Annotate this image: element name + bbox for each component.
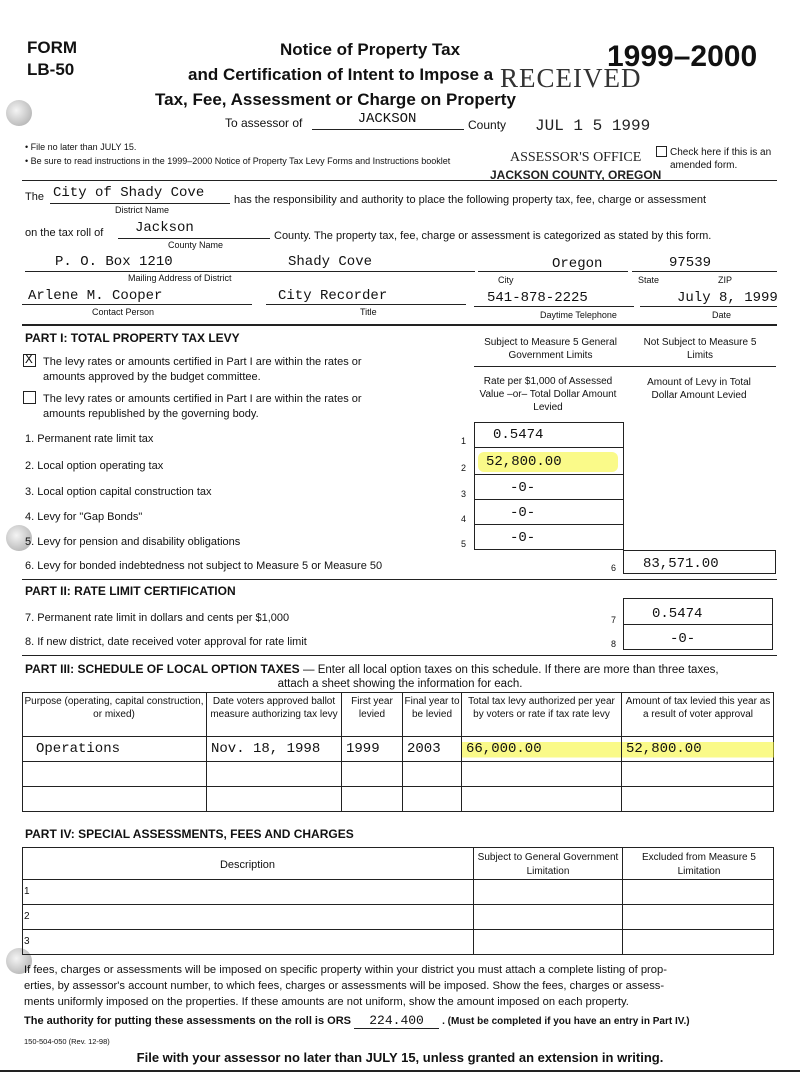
part3-cell[interactable]: 52,800.00 bbox=[622, 737, 774, 762]
mailing-address-value[interactable]: P. O. Box 1210 bbox=[55, 254, 173, 270]
contact-person-value[interactable]: Arlene M. Cooper bbox=[28, 288, 163, 304]
part3-cell[interactable]: 66,000.00 bbox=[462, 737, 622, 762]
part3-cell[interactable] bbox=[622, 787, 774, 812]
part4-footnote-1: If fees, charges or assessments will be imposed on specific property within your district you must attach a complete listing of prop- bbox=[24, 964, 667, 976]
part1-line-num: 5 bbox=[461, 539, 467, 549]
footer-file-note: File with your assessor no later than JULY 15, unless granted an extension in writing. bbox=[136, 1050, 664, 1065]
part3-col-header: Date voters approved ballot measure authorizing tax levy bbox=[207, 692, 342, 737]
part3-col-header: Final year to be levied bbox=[403, 692, 462, 737]
part1-line-value[interactable]: -0- bbox=[510, 530, 536, 546]
county-label: County bbox=[468, 118, 507, 132]
line8-num: 8 bbox=[611, 639, 617, 649]
part3-cell[interactable] bbox=[342, 762, 403, 787]
part1-col2-sub: Amount of Levy in Total Dollar Amount Levied bbox=[647, 377, 751, 401]
line7-label: 7. Permanent rate limit in dollars and cents per $1,000 bbox=[25, 612, 290, 624]
city-label: City bbox=[498, 275, 514, 285]
part3-col-header: First year levied bbox=[342, 692, 403, 737]
part3-heading-line bbox=[25, 662, 719, 676]
to-assessor-label: To assessor of bbox=[225, 116, 303, 130]
authority-note: . (Must be completed if you have an entry in Part IV.) bbox=[442, 1016, 690, 1027]
district-name-label: District Name bbox=[115, 205, 170, 215]
received-stamp: RECEIVED bbox=[500, 63, 642, 93]
city-value[interactable]: Shady Cove bbox=[288, 254, 373, 270]
part1-line-label: 2. Local option operating tax bbox=[25, 460, 164, 472]
form-number: LB-50 bbox=[27, 60, 75, 79]
governing-body-checkbox[interactable] bbox=[23, 391, 36, 404]
part4-row-3: 3 bbox=[24, 936, 30, 947]
part1-line-value[interactable]: -0- bbox=[510, 505, 536, 521]
tax-roll-label: on the tax roll of bbox=[25, 227, 104, 239]
governing-body-text: The levy rates or amounts certified in Part I are within the rates or amounts republished by the governing body. bbox=[43, 393, 362, 420]
part1-col1-sub: Rate per $1,000 of Assessed Value –or– Total Dollar Amount Levied bbox=[479, 376, 617, 413]
amended-checkbox[interactable] bbox=[656, 146, 667, 157]
part3-cell[interactable] bbox=[462, 787, 622, 812]
note-file-by: • File no later than JULY 15. bbox=[25, 142, 137, 152]
part3-heading: PART III: SCHEDULE OF LOCAL OPTION TAXES bbox=[25, 662, 300, 676]
part4-heading: PART IV: SPECIAL ASSESSMENTS, FEES AND CHARGES bbox=[25, 827, 354, 841]
county-name-label: County Name bbox=[168, 240, 224, 250]
part1-line-value[interactable]: 52,800.00 bbox=[486, 454, 562, 470]
part4-footnote-3: ments uniformly imposed on the properties. If these amounts are not uniform, show the amount imposed on each property. bbox=[24, 996, 629, 1008]
part3-cell[interactable]: 2003 bbox=[403, 737, 462, 762]
part1-line-value[interactable]: 0.5474 bbox=[493, 427, 544, 443]
date-value[interactable]: July 8, 1999 bbox=[677, 290, 778, 306]
note-instructions: • Be sure to read instructions in the 1999–2000 Notice of Property Tax Levy Forms and Instructions booklet bbox=[25, 156, 451, 166]
line8-value[interactable]: -0- bbox=[670, 631, 696, 647]
part3-col-header: Amount of tax levied this year as a result of voter approval bbox=[622, 692, 774, 737]
part1-line-label: 1. Permanent rate limit tax bbox=[25, 433, 154, 445]
part3-cell[interactable]: Nov. 18, 1998 bbox=[207, 737, 342, 762]
part3-heading-rest2: attach a sheet showing the information for each. bbox=[277, 678, 523, 690]
form-code: 150-504-050 (Rev. 12-98) bbox=[24, 1037, 110, 1046]
amended-label: Check here if this is an amended form. bbox=[670, 147, 772, 171]
part2-heading: PART II: RATE LIMIT CERTIFICATION bbox=[25, 584, 236, 598]
part1-line-label: 3. Local option capital construction tax bbox=[25, 486, 212, 498]
district-name-value[interactable]: City of Shady Cove bbox=[53, 185, 205, 201]
categorized-text: County. The property tax, fee, charge or assessment is categorized as stated by this form. bbox=[274, 230, 712, 242]
state-label: State bbox=[638, 275, 660, 285]
part4-row-1: 1 bbox=[24, 886, 30, 897]
part4-row-2: 2 bbox=[24, 911, 30, 922]
part3-col-header: Total tax levy authorized per year by voters or rate if tax rate levy bbox=[462, 692, 622, 737]
stamp-date: JUL 1 5 1999 bbox=[535, 117, 651, 135]
part3-cell[interactable] bbox=[22, 787, 207, 812]
part1-line-label: 5. Levy for pension and disability obligations bbox=[25, 536, 241, 548]
part3-cell[interactable] bbox=[22, 762, 207, 787]
stamp-county: JACKSON COUNTY, OREGON bbox=[490, 168, 662, 182]
part1-line-num: 1 bbox=[461, 436, 467, 446]
form-title-2: and Certification of Intent to Impose a bbox=[188, 65, 494, 84]
line6-label: 6. Levy for bonded indebtedness not subject to Measure 5 or Measure 50 bbox=[25, 560, 383, 572]
authority-label: The authority for putting these assessments on the roll is ORS bbox=[24, 1015, 351, 1027]
responsibility-text: has the responsibility and authority to place the following property tax, fee, charge or assessment bbox=[234, 194, 707, 206]
mailing-address-label: Mailing Address of District bbox=[128, 273, 232, 283]
part1-col2-heading: Not Subject to Measure 5 Limits bbox=[643, 337, 757, 361]
part4-col-excluded: Excluded from Measure 5 Limitation bbox=[642, 852, 756, 877]
state-value[interactable]: Oregon bbox=[552, 256, 603, 272]
zip-label: ZIP bbox=[718, 275, 733, 285]
part1-line-label: 4. Levy for "Gap Bonds" bbox=[25, 511, 143, 523]
part3-cell[interactable] bbox=[622, 762, 774, 787]
line7-value[interactable]: 0.5474 bbox=[652, 606, 703, 622]
title-value[interactable]: City Recorder bbox=[278, 288, 388, 304]
part4-col-subject: Subject to General Government Limitation bbox=[477, 852, 619, 877]
phone-value[interactable]: 541-878-2225 bbox=[487, 290, 588, 306]
contact-person-label: Contact Person bbox=[92, 307, 155, 317]
line8-label: 8. If new district, date received voter approval for rate limit bbox=[25, 636, 307, 648]
part3-cell[interactable] bbox=[342, 787, 403, 812]
assessor-county-value: JACKSON bbox=[357, 111, 417, 127]
part3-cell[interactable] bbox=[207, 762, 342, 787]
form-year: 1999–2000 bbox=[607, 40, 758, 73]
budget-committee-text: The levy rates or amounts certified in Part I are within the rates or amounts approved by the budget committee. bbox=[43, 356, 362, 383]
part4-footnote-2: erties, by assessor's account number, to which fees, charges or assessments will be imposed. Show the fees, charges or assess- bbox=[24, 980, 665, 992]
punch-hole bbox=[6, 100, 32, 126]
form-label: FORM bbox=[27, 38, 78, 57]
ors-value[interactable]: 224.400 bbox=[354, 1013, 439, 1029]
part1-line-num: 2 bbox=[461, 463, 467, 473]
part3-cell[interactable] bbox=[403, 787, 462, 812]
part3-cell[interactable]: Operations bbox=[22, 737, 207, 762]
form-title-3: Tax, Fee, Assessment or Charge on Property bbox=[155, 90, 516, 109]
part3-cell[interactable] bbox=[462, 762, 622, 787]
line7-num: 7 bbox=[611, 615, 617, 625]
part1-line-value[interactable]: -0- bbox=[510, 480, 536, 496]
part1-heading: PART I: TOTAL PROPERTY TAX LEVY bbox=[25, 331, 240, 345]
stamp-office: ASSESSOR'S OFFICE bbox=[510, 150, 642, 165]
the-label: The bbox=[25, 191, 44, 203]
part3-col-header: Purpose (operating, capital construction, or mixed) bbox=[22, 692, 207, 737]
part1-line-num: 3 bbox=[461, 489, 467, 499]
title-label: Title bbox=[360, 307, 377, 317]
line6-num: 6 bbox=[611, 563, 617, 573]
part3-cell[interactable] bbox=[207, 787, 342, 812]
part3-cell[interactable]: 1999 bbox=[342, 737, 403, 762]
zip-value[interactable]: 97539 bbox=[669, 255, 712, 271]
date-label: Date bbox=[712, 310, 732, 320]
form-title-1: Notice of Property Tax bbox=[279, 40, 461, 59]
phone-label: Daytime Telephone bbox=[540, 310, 617, 320]
county-name-value[interactable]: Jackson bbox=[135, 220, 194, 236]
budget-committee-check-mark: X bbox=[25, 352, 33, 367]
part3-heading-rest: — Enter all local option taxes on this schedule. If there are more than three taxes, bbox=[303, 664, 719, 676]
part1-line-num: 4 bbox=[461, 514, 467, 524]
part1-col1-heading: Subject to Measure 5 General Government Limits bbox=[484, 337, 617, 361]
part3-cell[interactable] bbox=[403, 762, 462, 787]
part4-col-desc: Description bbox=[219, 859, 276, 871]
line6-value[interactable]: 83,571.00 bbox=[643, 556, 719, 572]
